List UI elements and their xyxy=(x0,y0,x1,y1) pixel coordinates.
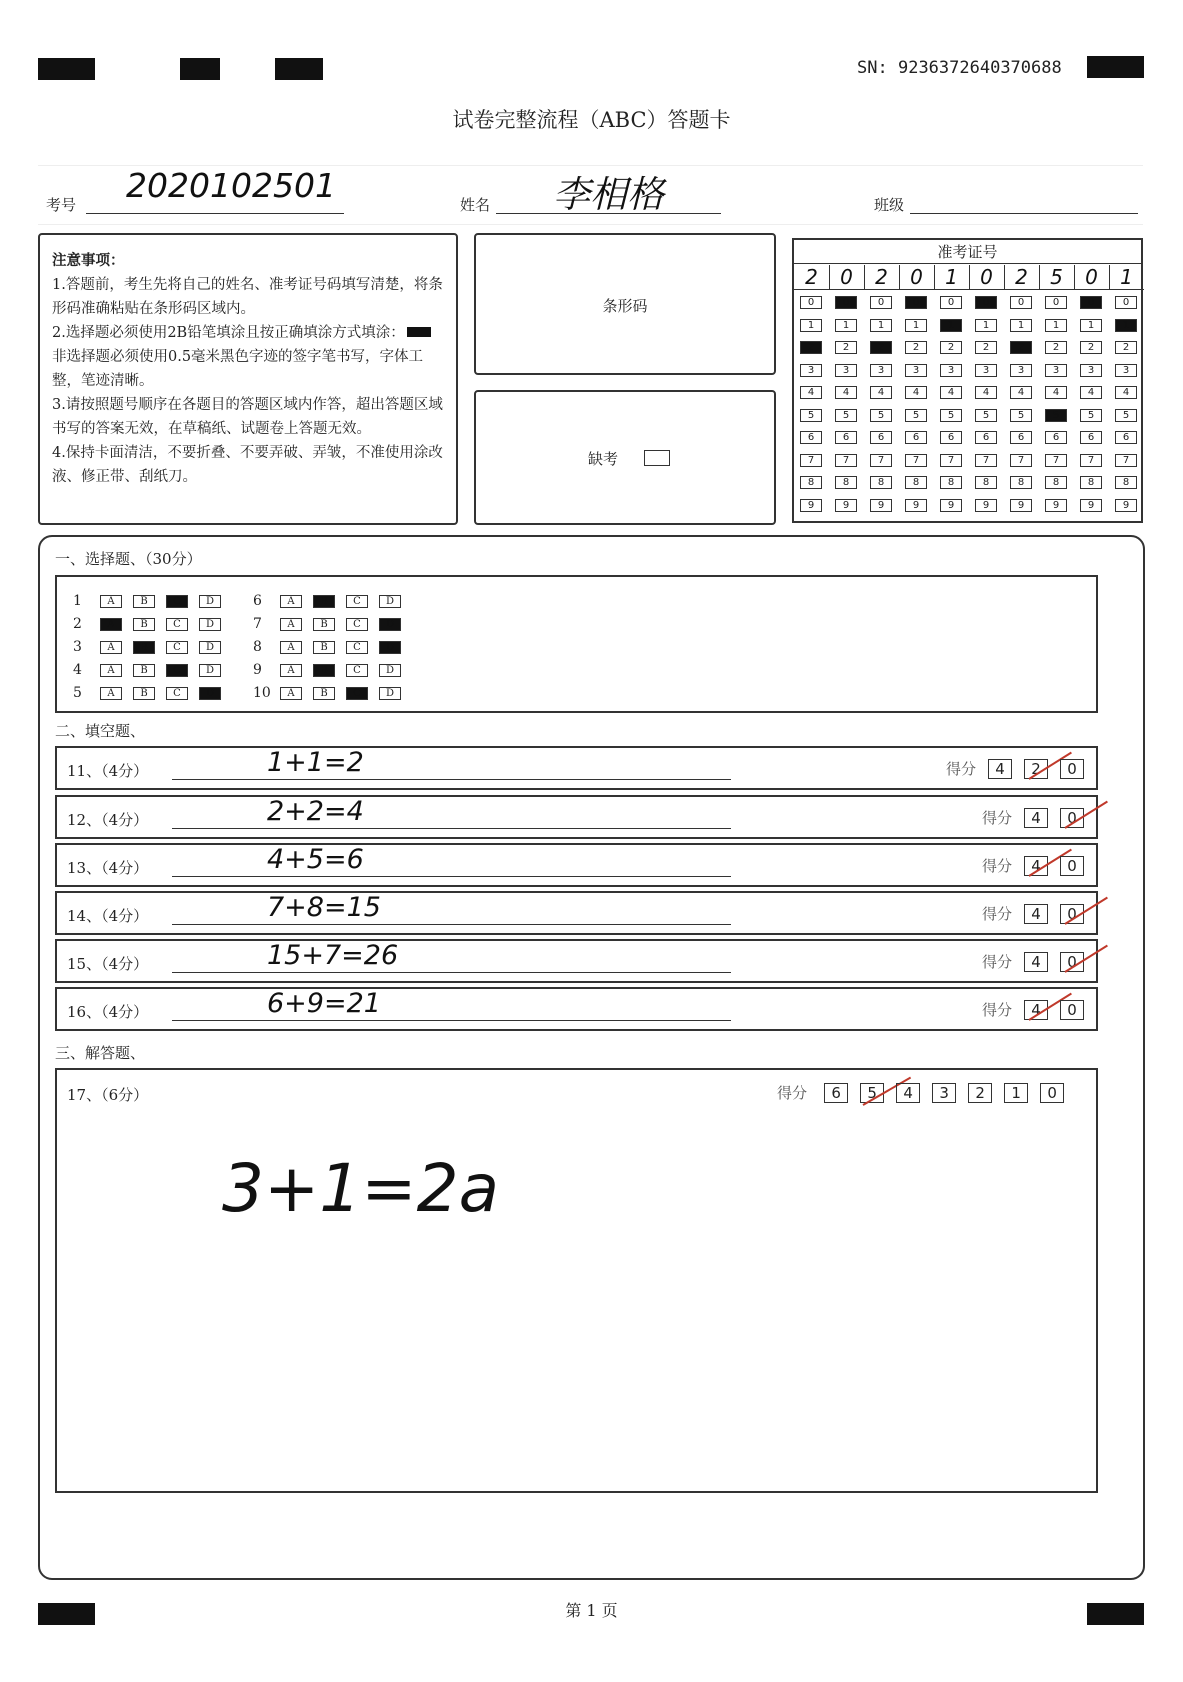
score-box[interactable]: 1 xyxy=(1004,1083,1028,1103)
choice-bubble[interactable]: C xyxy=(166,618,188,631)
choice-bubble[interactable]: A xyxy=(100,664,122,677)
zkzh-bubble[interactable]: 6 xyxy=(870,431,892,444)
answer-line xyxy=(172,924,731,925)
score-row xyxy=(982,999,1084,1020)
zkzh-bubble[interactable]: 8 xyxy=(870,476,892,489)
zkzh-bubble[interactable]: 4 xyxy=(870,386,892,399)
zkzh-digit: 2 xyxy=(794,265,830,290)
zkzh-bubble[interactable]: 2 xyxy=(975,341,997,354)
zkzh-bubble[interactable]: 1 xyxy=(1115,319,1137,332)
zkzh-bubble[interactable]: 3 xyxy=(1045,364,1067,377)
zkzh-bubble[interactable]: 1 xyxy=(905,319,927,332)
choice-bubble[interactable]: B xyxy=(133,687,155,700)
choice-number: 7 xyxy=(253,616,262,632)
zkzh-bubble[interactable]: 0 xyxy=(870,296,892,309)
zkzh-bubble[interactable]: 2 xyxy=(1115,341,1137,354)
zkzh-bubble[interactable]: 0 xyxy=(800,296,822,309)
choice-bubble[interactable]: D xyxy=(379,664,401,677)
zkzh-bubble[interactable]: 0 xyxy=(1045,296,1067,309)
zkzh-bubble[interactable]: 6 xyxy=(1010,431,1032,444)
zkzh-bubble[interactable]: 6 xyxy=(1115,431,1137,444)
zkzh-bubble[interactable]: 3 xyxy=(940,364,962,377)
score-box[interactable]: 4 xyxy=(1024,952,1048,972)
zkzh-bubble[interactable]: 7 xyxy=(1115,454,1137,467)
zkzh-bubble[interactable]: 6 xyxy=(1045,431,1067,444)
zkzh-bubble[interactable]: 2 xyxy=(835,341,857,354)
score-row xyxy=(982,951,1084,972)
solve-answer: 3+1=2a xyxy=(222,1150,500,1227)
fill-question-label: 13、（4分） xyxy=(67,859,149,877)
score-box[interactable]: 0 xyxy=(1040,1083,1064,1103)
choice-number: 4 xyxy=(73,662,82,678)
fill-answer: 7+8=15 xyxy=(267,892,381,923)
choice-bubble[interactable]: A xyxy=(100,618,122,631)
zkzh-bubble[interactable]: 0 xyxy=(835,296,857,309)
zkzh-bubble[interactable]: 7 xyxy=(800,454,822,467)
choice-bubble[interactable]: A xyxy=(100,595,122,608)
zkzh-bubble[interactable]: 6 xyxy=(835,431,857,444)
zkzh-bubble[interactable]: 9 xyxy=(940,499,962,512)
absent-area xyxy=(474,390,776,525)
absent-checkbox[interactable] xyxy=(644,450,670,466)
zkzh-bubble[interactable]: 7 xyxy=(1045,454,1067,467)
zkzh-digit: 2 xyxy=(864,265,900,290)
fill-question-row xyxy=(55,746,1098,790)
zkzh-bubble[interactable]: 5 xyxy=(1080,409,1102,422)
zkzh-bubble[interactable]: 4 xyxy=(1115,386,1137,399)
registration-mark xyxy=(275,58,323,80)
choice-question xyxy=(73,616,232,632)
score-row xyxy=(982,807,1084,828)
zkzh-bubble[interactable]: 5 xyxy=(1010,409,1032,422)
fill-question-label: 15、（4分） xyxy=(67,955,149,973)
zkzh-bubble[interactable]: 6 xyxy=(975,431,997,444)
page-title: 试卷完整流程（ABC）答题卡 xyxy=(452,108,731,132)
answer-line xyxy=(172,828,731,829)
fill-question-label: 12、（4分） xyxy=(67,811,149,829)
solve-label: 17、（6分） xyxy=(67,1086,149,1104)
choice-number: 9 xyxy=(253,662,262,678)
choice-number: 5 xyxy=(73,685,82,701)
choice-bubble[interactable]: C xyxy=(346,595,368,608)
choice-question xyxy=(253,593,412,609)
choice-bubble[interactable]: B xyxy=(313,618,335,631)
choice-number: 1 xyxy=(73,593,82,609)
zkzh-bubble[interactable]: 8 xyxy=(1080,476,1102,489)
zkzh-bubble[interactable]: 9 xyxy=(1080,499,1102,512)
choice-bubble[interactable]: C xyxy=(166,664,188,677)
zkzh-bubble[interactable]: 0 xyxy=(905,296,927,309)
note-item: 3.请按照题号顺序在各题目的答题区域内作答，超出答题区域书写的答案无效，在草稿纸、试题卷上答题无效。 xyxy=(52,397,443,437)
zkzh-bubble[interactable]: 5 xyxy=(870,409,892,422)
zkzh-bubble[interactable]: 7 xyxy=(1010,454,1032,467)
zkzh-bubble[interactable]: 5 xyxy=(1045,409,1067,422)
zkzh-bubble[interactable]: 2 xyxy=(905,341,927,354)
zkzh-bubble[interactable]: 3 xyxy=(1115,364,1137,377)
fill-answer: 2+2=4 xyxy=(267,796,364,827)
note-item: 4.保持卡面清洁，不要折叠、不要弄破、弄皱，不准使用涂改液、修正带、刮纸刀。 xyxy=(52,445,443,485)
zkzh-bubble[interactable]: 9 xyxy=(800,499,822,512)
score-box[interactable]: 3 xyxy=(932,1083,956,1103)
fill-answer: 1+1=2 xyxy=(267,747,364,778)
zkzh-bubble[interactable]: 3 xyxy=(975,364,997,377)
zkzh-bubble[interactable]: 4 xyxy=(835,386,857,399)
score-box[interactable]: 0 xyxy=(1060,904,1084,924)
zkzh-bubble[interactable]: 9 xyxy=(1010,499,1032,512)
answer-line xyxy=(172,779,731,780)
score-row xyxy=(982,855,1084,876)
registration-mark xyxy=(180,58,220,80)
zkzh-bubble[interactable]: 2 xyxy=(800,341,822,354)
choice-section-title: 一、选择题、（30分） xyxy=(55,550,202,568)
choice-bubble[interactable]: D xyxy=(379,641,401,654)
zkzh-digit: 0 xyxy=(899,265,935,290)
zkzh-bubble[interactable]: 1 xyxy=(835,319,857,332)
class-label: 班级 xyxy=(874,196,905,214)
zkzh-bubble[interactable]: 8 xyxy=(1045,476,1067,489)
zkzh-bubble[interactable]: 4 xyxy=(1080,386,1102,399)
fill-answer: 15+7=26 xyxy=(267,940,399,971)
zkzh-bubble[interactable]: 8 xyxy=(1115,476,1137,489)
choice-bubble[interactable]: D xyxy=(379,595,401,608)
filled-sample-icon xyxy=(407,327,431,337)
choice-bubble[interactable]: B xyxy=(313,595,335,608)
choice-bubble[interactable]: D xyxy=(379,687,401,700)
score-box[interactable]: 0 xyxy=(1060,952,1084,972)
zkzh-bubble[interactable]: 0 xyxy=(975,296,997,309)
answer-line xyxy=(172,972,731,973)
choice-bubble[interactable]: D xyxy=(199,664,221,677)
zkzh-bubble[interactable]: 0 xyxy=(940,296,962,309)
choice-bubble[interactable]: B xyxy=(313,641,335,654)
zkzh-bubble[interactable]: 1 xyxy=(1080,319,1102,332)
zkzh-bubble[interactable]: 7 xyxy=(905,454,927,467)
score-box[interactable]: 4 xyxy=(1024,1000,1048,1020)
score-label: 得分 xyxy=(981,857,1012,875)
zkzh-bubble[interactable]: 1 xyxy=(1010,319,1032,332)
choice-bubble[interactable]: B xyxy=(133,641,155,654)
choice-bubble[interactable]: B xyxy=(313,664,335,677)
zkzh-bubble[interactable]: 3 xyxy=(835,364,857,377)
zkzh-bubble[interactable]: 6 xyxy=(940,431,962,444)
score-label: 得分 xyxy=(981,1001,1012,1019)
score-row xyxy=(946,758,1084,779)
choice-bubble[interactable]: C xyxy=(166,641,188,654)
zkzh-bubble[interactable]: 1 xyxy=(975,319,997,332)
choice-bubble[interactable]: C xyxy=(166,687,188,700)
zkzh-bubble[interactable]: 2 xyxy=(1045,341,1067,354)
zkzh-bubble[interactable]: 4 xyxy=(1010,386,1032,399)
zkzh-bubble[interactable]: 4 xyxy=(1045,386,1067,399)
zkzh-bubble[interactable]: 6 xyxy=(905,431,927,444)
registration-mark xyxy=(38,58,95,80)
zkzh-bubble[interactable]: 8 xyxy=(975,476,997,489)
choice-question xyxy=(253,685,412,701)
serial-number: SN: 9236372640370688 xyxy=(857,58,1062,78)
choice-bubble[interactable]: D xyxy=(199,687,221,700)
fill-question-row xyxy=(55,939,1098,983)
zkzh-bubble[interactable]: 8 xyxy=(835,476,857,489)
choice-bubble[interactable]: A xyxy=(280,595,302,608)
zkzh-bubble[interactable]: 7 xyxy=(835,454,857,467)
choice-bubble[interactable]: A xyxy=(280,641,302,654)
choice-bubble[interactable]: A xyxy=(280,664,302,677)
score-box[interactable]: 0 xyxy=(1060,1000,1084,1020)
choice-bubble[interactable]: C xyxy=(346,618,368,631)
score-box[interactable]: 4 xyxy=(1024,856,1048,876)
choice-bubble[interactable]: A xyxy=(100,687,122,700)
zkzh-bubble[interactable]: 4 xyxy=(905,386,927,399)
zkzh-bubble[interactable]: 8 xyxy=(940,476,962,489)
zkzh-bubble[interactable]: 3 xyxy=(870,364,892,377)
zkzh-digit: 0 xyxy=(1074,265,1110,290)
choice-bubble[interactable]: B xyxy=(313,687,335,700)
choice-question xyxy=(253,662,412,678)
zkzh-bubble[interactable]: 0 xyxy=(1115,296,1137,309)
choice-bubble[interactable]: C xyxy=(346,641,368,654)
zkzh-bubble[interactable]: 7 xyxy=(1080,454,1102,467)
zkzh-digit: 5 xyxy=(1039,265,1075,290)
choice-question xyxy=(73,593,232,609)
choice-bubble[interactable]: C xyxy=(166,595,188,608)
zkzh-bubble[interactable]: 6 xyxy=(1080,431,1102,444)
fill-question-label: 16、（4分） xyxy=(67,1003,149,1021)
barcode-label: 条形码 xyxy=(602,297,648,315)
exam-no-line xyxy=(86,213,344,214)
solve-section-title: 三、解答题、 xyxy=(55,1044,146,1062)
fill-question-row xyxy=(55,843,1098,887)
zkzh-bubble[interactable]: 3 xyxy=(800,364,822,377)
answer-line xyxy=(172,876,731,877)
score-box[interactable]: 4 xyxy=(1024,808,1048,828)
choice-box xyxy=(55,575,1098,713)
score-box[interactable]: 4 xyxy=(1024,904,1048,924)
zkzh-bubble[interactable]: 6 xyxy=(800,431,822,444)
zkzh-bubble[interactable]: 9 xyxy=(1115,499,1137,512)
fill-answer: 4+5=6 xyxy=(267,844,364,875)
fill-section-title: 二、填空题、 xyxy=(55,722,146,740)
zkzh-bubble[interactable]: 3 xyxy=(1080,364,1102,377)
zkzh-bubble[interactable]: 9 xyxy=(835,499,857,512)
choice-number: 8 xyxy=(253,639,262,655)
zkzh-title: 准考证号 xyxy=(794,241,1141,264)
zkzh-bubble[interactable]: 9 xyxy=(975,499,997,512)
zkzh-bubble[interactable]: 7 xyxy=(975,454,997,467)
score-box[interactable]: 0 xyxy=(1060,808,1084,828)
choice-bubble[interactable]: D xyxy=(199,595,221,608)
choice-bubble[interactable]: A xyxy=(280,687,302,700)
zkzh-digit: 1 xyxy=(934,265,970,290)
zkzh-bubble[interactable]: 8 xyxy=(800,476,822,489)
choice-bubble[interactable]: D xyxy=(199,618,221,631)
info-row xyxy=(38,165,1143,225)
zkzh-bubble[interactable]: 1 xyxy=(940,319,962,332)
score-box[interactable]: 2 xyxy=(968,1083,992,1103)
zkzh-bubble[interactable]: 5 xyxy=(975,409,997,422)
zkzh-bubble[interactable]: 4 xyxy=(800,386,822,399)
notes-title: 注意事项： xyxy=(52,252,125,269)
choice-bubble[interactable]: B xyxy=(133,595,155,608)
zkzh-bubble[interactable]: 5 xyxy=(940,409,962,422)
choice-number: 3 xyxy=(73,639,82,655)
score-label: 得分 xyxy=(981,905,1012,923)
zkzh-bubble[interactable]: 1 xyxy=(870,319,892,332)
choice-bubble[interactable]: B xyxy=(133,664,155,677)
zkzh-bubble[interactable]: 2 xyxy=(1010,341,1032,354)
score-box[interactable]: 4 xyxy=(896,1083,920,1103)
barcode-area xyxy=(474,233,776,375)
choice-number: 2 xyxy=(73,616,82,632)
zkzh-bubble[interactable]: 5 xyxy=(835,409,857,422)
zkzh-bubble[interactable]: 8 xyxy=(905,476,927,489)
fill-question-row xyxy=(55,795,1098,839)
exam-no-value: 2020102501 xyxy=(126,166,336,205)
zkzh-bubble[interactable]: 3 xyxy=(1010,364,1032,377)
zkzh-bubble[interactable]: 7 xyxy=(940,454,962,467)
choice-number: 10 xyxy=(253,685,271,701)
choice-number: 6 xyxy=(253,593,262,609)
zkzh-bubble[interactable]: 3 xyxy=(905,364,927,377)
choice-bubble[interactable]: A xyxy=(100,641,122,654)
zkzh-digit: 0 xyxy=(969,265,1005,290)
score-label: 得分 xyxy=(981,809,1012,827)
zkzh-digit: 0 xyxy=(829,265,865,290)
absent-label: 缺考 xyxy=(588,450,619,468)
fill-question-label: 11、（4分） xyxy=(67,762,149,780)
fill-answer: 6+9=21 xyxy=(267,988,381,1019)
note-item: 1.答题前，考生先将自己的姓名、准考证号码填写清楚，将条形码准确粘贴在条形码区域内。 xyxy=(52,277,443,317)
answer-line xyxy=(172,1020,731,1021)
zkzh-bubble[interactable]: 1 xyxy=(1045,319,1067,332)
zkzh-digit: 2 xyxy=(1004,265,1040,290)
score-box[interactable]: 4 xyxy=(988,759,1012,779)
choice-bubble[interactable]: D xyxy=(379,618,401,631)
zkzh-bubble[interactable]: 7 xyxy=(870,454,892,467)
score-box[interactable]: 5 xyxy=(860,1083,884,1103)
score-row xyxy=(982,903,1084,924)
score-box[interactable]: 0 xyxy=(1060,856,1084,876)
zkzh-bubble[interactable]: 9 xyxy=(905,499,927,512)
zkzh-bubble[interactable]: 4 xyxy=(975,386,997,399)
choice-question xyxy=(73,639,232,655)
zkzh-bubble[interactable]: 8 xyxy=(1010,476,1032,489)
class-line xyxy=(910,213,1138,214)
zkzh-bubble[interactable]: 5 xyxy=(800,409,822,422)
exam-no-label: 考号 xyxy=(46,196,77,214)
zkzh-bubble[interactable]: 4 xyxy=(940,386,962,399)
choice-question xyxy=(253,639,412,655)
zkzh-bubble[interactable]: 2 xyxy=(940,341,962,354)
zkzh-bubble[interactable]: 5 xyxy=(1115,409,1137,422)
choice-bubble[interactable]: B xyxy=(133,618,155,631)
zkzh-bubble[interactable]: 5 xyxy=(905,409,927,422)
score-label: 得分 xyxy=(981,953,1012,971)
choice-question xyxy=(73,662,232,678)
zkzh-bubble[interactable]: 9 xyxy=(1045,499,1067,512)
notes-box xyxy=(38,233,458,525)
choice-question xyxy=(253,616,412,632)
score-box[interactable]: 0 xyxy=(1060,759,1084,779)
name-value: 李相格 xyxy=(553,173,664,216)
zkzh-grid xyxy=(792,238,1143,523)
zkzh-bubble[interactable]: 2 xyxy=(1080,341,1102,354)
page-number: 第 1 页 xyxy=(565,1601,618,1620)
choice-bubble[interactable]: A xyxy=(280,618,302,631)
solve-box xyxy=(55,1068,1098,1493)
zkzh-bubble[interactable]: 2 xyxy=(870,341,892,354)
score-box[interactable]: 6 xyxy=(824,1083,848,1103)
score-box[interactable]: 2 xyxy=(1024,759,1048,779)
zkzh-digit: 1 xyxy=(1109,265,1144,290)
zkzh-bubble[interactable]: 0 xyxy=(1010,296,1032,309)
choice-bubble[interactable]: D xyxy=(199,641,221,654)
choice-bubble[interactable]: C xyxy=(346,664,368,677)
zkzh-bubble[interactable]: 9 xyxy=(870,499,892,512)
zkzh-bubble[interactable]: 1 xyxy=(800,319,822,332)
fill-question-row xyxy=(55,891,1098,935)
registration-mark xyxy=(1087,56,1144,78)
choice-bubble[interactable]: C xyxy=(346,687,368,700)
zkzh-bubble[interactable]: 0 xyxy=(1080,296,1102,309)
note-item: 2.选择题必须使用2B铅笔填涂且按正确填涂方式填涂：非选择题必须使用0.5毫米黑色字迹的签字笔书写，字体工整，笔迹清晰。 xyxy=(52,321,444,393)
solve-score-row: 得分 6 5 4 3 2 1 0 xyxy=(777,1082,1064,1103)
name-label: 姓名 xyxy=(460,196,491,214)
fill-question-label: 14、（4分） xyxy=(67,907,149,925)
choice-question xyxy=(73,685,232,701)
score-label: 得分 xyxy=(945,760,976,778)
fill-question-row xyxy=(55,987,1098,1031)
